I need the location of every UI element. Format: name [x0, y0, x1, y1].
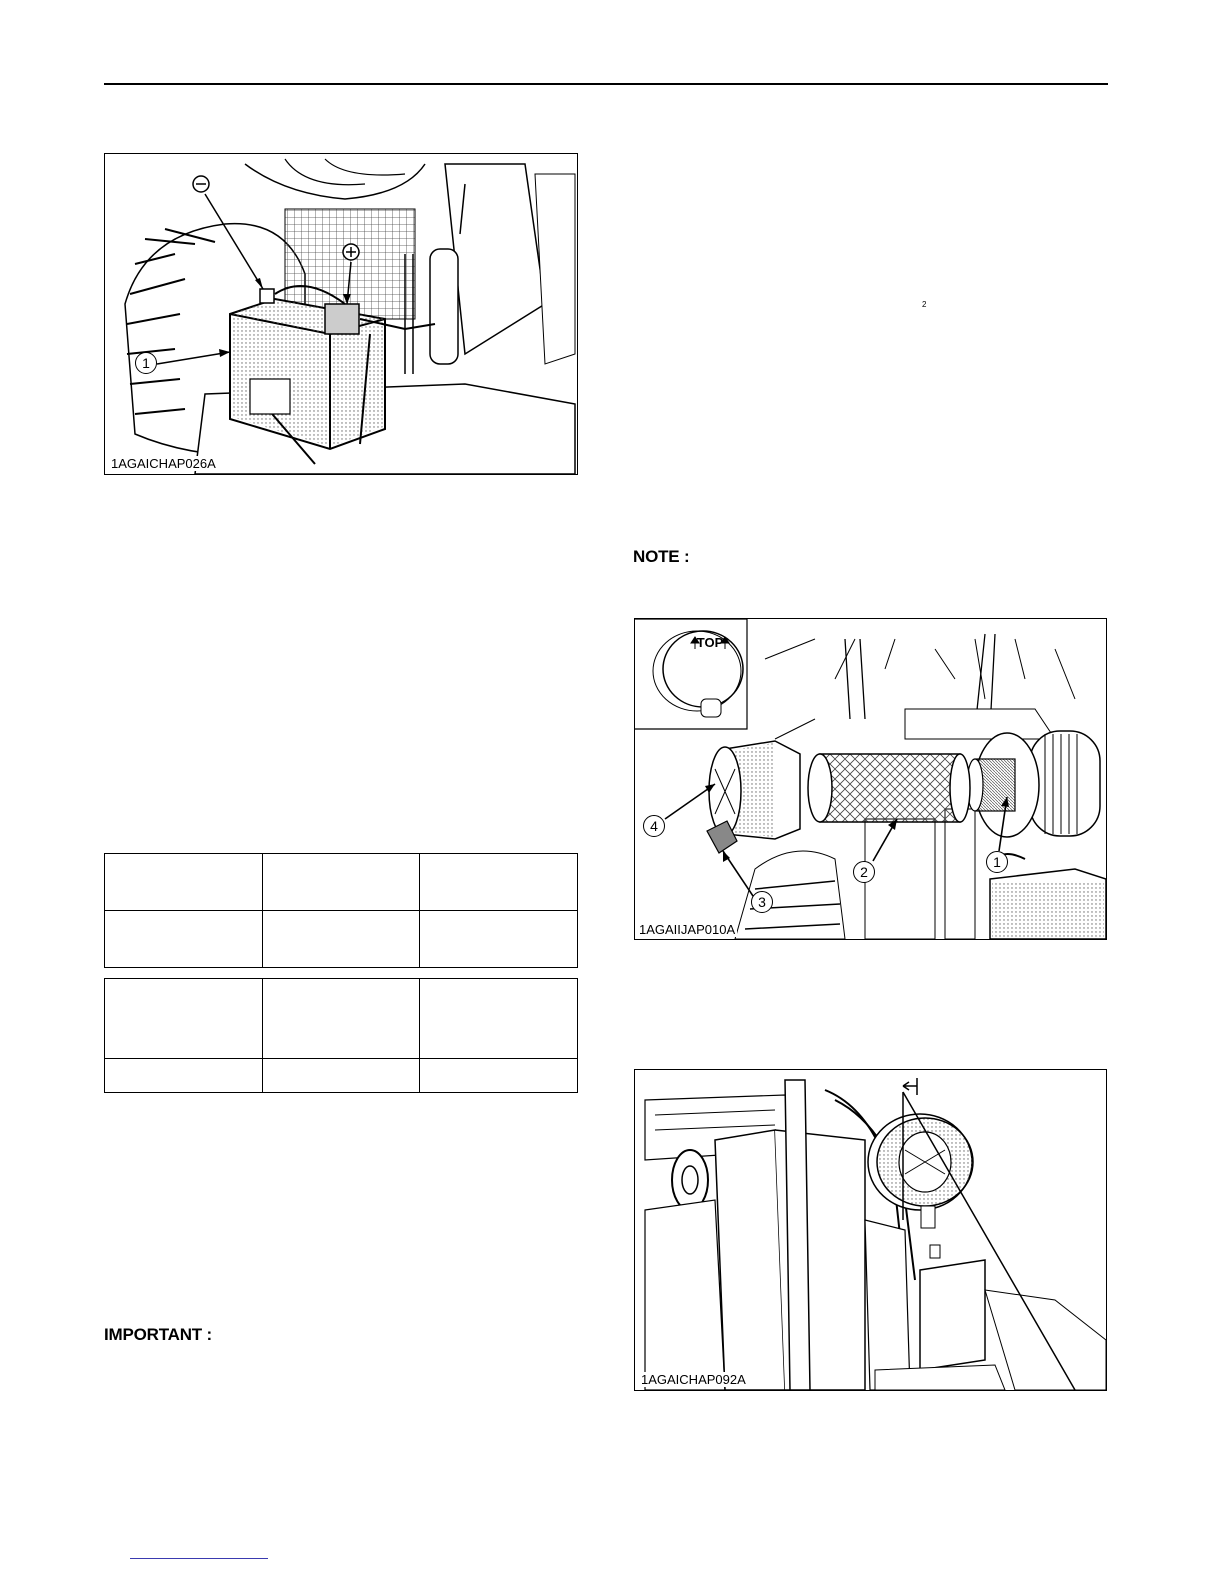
important-label: IMPORTANT :	[104, 1325, 212, 1344]
air-cleaner-figure	[634, 618, 1107, 940]
note-label: NOTE :	[633, 547, 690, 566]
spec-table-1	[104, 853, 578, 968]
callout-1: 1	[135, 352, 157, 374]
battery-figure	[104, 153, 578, 475]
top-mark: TOP	[696, 635, 724, 650]
air-cleaner-angle-figure-code: 1AGAICHAP092A	[641, 1372, 746, 1387]
battery-illustration	[105, 154, 577, 474]
spec-table-2	[104, 978, 578, 1093]
air-cleaner-angle-illustration	[635, 1070, 1106, 1390]
callout-4: 4	[643, 815, 665, 837]
header-rule	[104, 83, 1108, 85]
air-cleaner-figure-code: 1AGAIIJAP010A	[639, 922, 736, 937]
footer-link-underline[interactable]	[130, 1558, 268, 1559]
callout-1: 1	[986, 851, 1008, 873]
callout-2: 2	[853, 861, 875, 883]
air-cleaner-illustration	[635, 619, 1106, 939]
callout-3: 3	[751, 891, 773, 913]
battery-figure-code: 1AGAICHAP026A	[111, 456, 216, 471]
air-cleaner-angle-figure	[634, 1069, 1107, 1391]
superscript: 2	[922, 300, 927, 309]
